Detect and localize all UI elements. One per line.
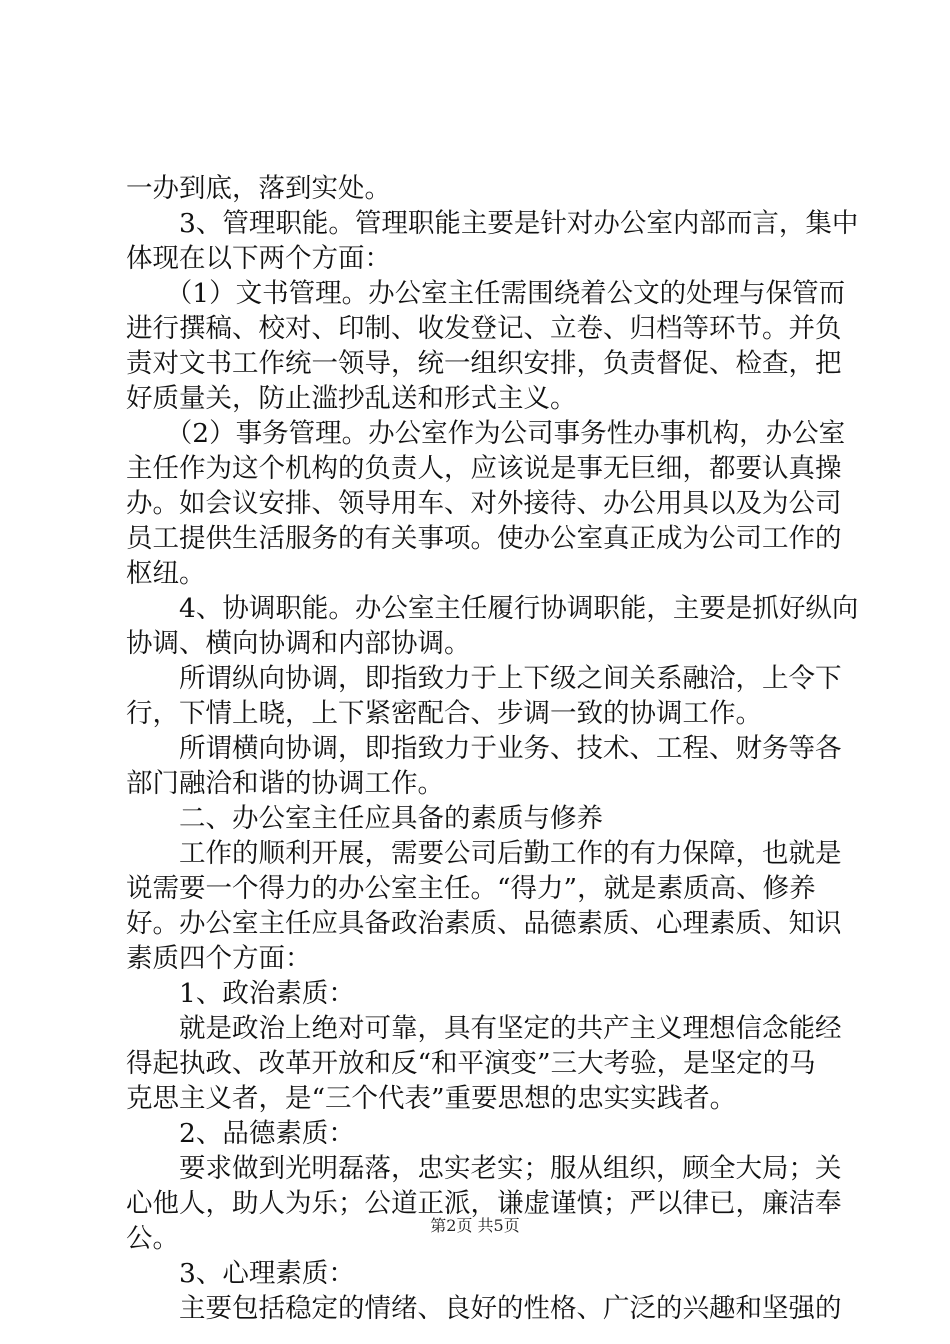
text-line: 所谓纵向协调，即指致力于上下级之间关系融洽，上令下 [179, 663, 842, 694]
text-line: 就是政治上绝对可靠，具有坚定的共产主义理想信念能经 [179, 1013, 842, 1044]
text-line: 枢纽。 [126, 558, 206, 589]
text-line: 办。如会议安排、领导用车、对外接待、办公用具以及为公司 [126, 488, 842, 519]
text-line: 责对文书工作统一领导，统一组织安排，负责督促、检查，把 [126, 348, 842, 379]
text-line: 好质量关，防止滥抄乱送和形式主义。 [126, 383, 577, 414]
text-line: 好。办公室主任应具备政治素质、品德素质、心理素质、知识 [126, 908, 842, 939]
text-line: （1）文书管理。办公室主任需围绕着公文的处理与保管而 [165, 278, 846, 309]
text-line: 4、协调职能。办公室主任履行协调职能，主要是抓好纵向 [179, 593, 859, 624]
text-line: 说需要一个得力的办公室主任。“得力”，就是素质高、修养 [126, 873, 816, 904]
text-line: 心他人，助人为乐；公道正派，谦虚谨慎；严以律已，廉洁奉 [126, 1188, 842, 1219]
document-body [126, 171, 859, 1326]
text-line: 得起执政、改革开放和反“和平演变”三大考验，是坚定的马 [126, 1048, 816, 1079]
page-footer: 第2页 共5页 [430, 1216, 520, 1235]
text-line: 二、办公室主任应具备的素质与修养 [179, 803, 603, 834]
text-line: 主要包括稳定的情绪、良好的性格、广泛的兴趣和坚强的 [179, 1293, 842, 1324]
text-line: （2）事务管理。办公室作为公司事务性办事机构，办公室 [165, 418, 846, 449]
text-line: 素质四个方面： [126, 943, 312, 974]
text-line: 2、品德素质： [179, 1118, 355, 1149]
text-line: 3、管理职能。管理职能主要是针对办公室内部而言，集中 [179, 208, 859, 239]
text-line: 行，下情上晓，上下紧密配合、步调一致的协调工作。 [126, 698, 762, 729]
text-line: 公。 [126, 1223, 179, 1254]
text-line: 协调、横向协调和内部协调。 [126, 628, 471, 659]
text-line: 员工提供生活服务的有关事项。使办公室真正成为公司工作的 [126, 523, 842, 554]
text-line: 所谓横向协调，即指致力于业务、技术、工程、财务等各 [179, 733, 842, 764]
text-line: 工作的顺利开展，需要公司后勤工作的有力保障，也就是 [179, 838, 842, 869]
text-line: 3、心理素质： [179, 1258, 355, 1289]
text-line: 进行撰稿、校对、印制、收发登记、立卷、归档等环节。并负 [126, 313, 842, 344]
text-line: 一办到底，落到实处。 [126, 173, 391, 204]
text-line: 部门融洽和谐的协调工作。 [126, 768, 444, 799]
text-line: 1、政治素质： [179, 978, 355, 1009]
text-line: 克思主义者，是“三个代表”重要思想的忠实实践者。 [126, 1083, 737, 1114]
text-line: 要求做到光明磊落，忠实老实；服从组织，顾全大局；关 [179, 1153, 842, 1184]
text-line: 体现在以下两个方面： [126, 243, 391, 274]
text-line: 主任作为这个机构的负责人，应该说是事无巨细，都要认真操 [126, 453, 842, 484]
